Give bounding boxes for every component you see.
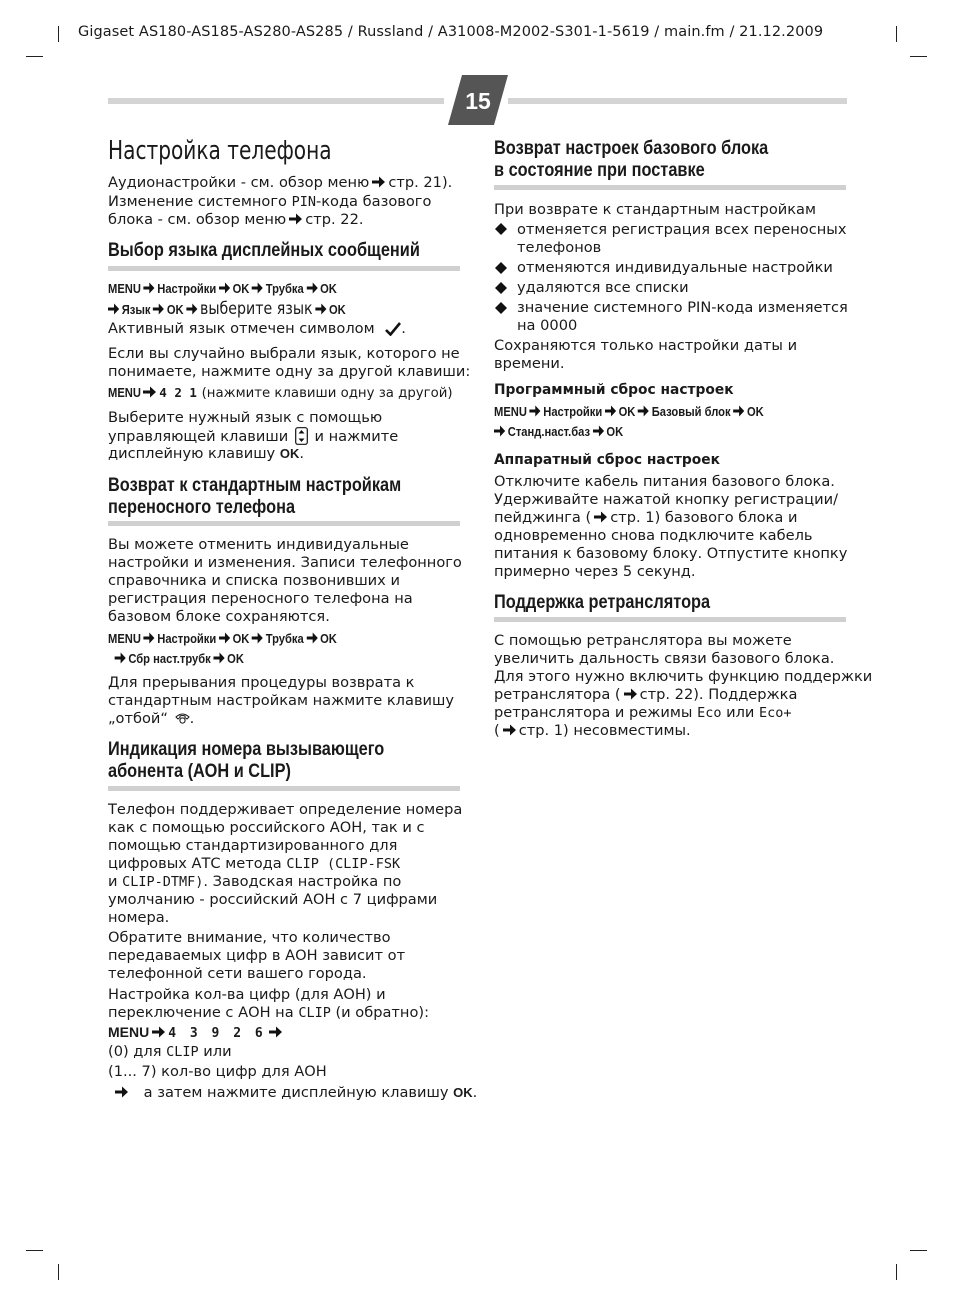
key-sequence: MENU 4 3 9 2 6 — [108, 1023, 285, 1043]
diamond-bullet-icon — [495, 223, 507, 235]
clip-body-line: Обратите внимание, что количество — [108, 929, 391, 946]
bullet-text: на 0000 — [517, 317, 578, 334]
page-title: Настройка телефона — [108, 136, 332, 166]
menu-sequence: Сбр наст.трубк OK — [112, 649, 244, 669]
arrow-icon — [153, 303, 164, 315]
arrow-icon — [213, 652, 224, 664]
arrow-icon — [733, 405, 744, 417]
header-rule-right — [508, 98, 847, 104]
hard-reset-line: одновременно снова подключите кабель — [494, 527, 813, 544]
arrow-icon — [503, 724, 516, 736]
subheading-hard-reset: Аппаратный сброс настроек — [494, 452, 720, 468]
clip-body-line: и CLIP-DTMF). Заводская настройка по — [108, 873, 402, 890]
arrow-icon — [143, 386, 156, 398]
wrong-language-line: понимаете, нажмите одну за другой клавиши: — [108, 363, 471, 380]
menu-sequence: MENU Настройки OK Трубка OK — [108, 281, 337, 296]
crop-mark — [58, 1264, 59, 1280]
diamond-bullet-icon — [495, 302, 507, 314]
arrow-icon — [144, 632, 155, 644]
clip-body-line: номера. — [108, 909, 170, 926]
crop-mark — [896, 1264, 897, 1280]
reset-body-line: справочника и списка позвонивших и — [108, 572, 400, 589]
hard-reset-line: питания к базовому блоку. Отпустите кнопку — [494, 545, 848, 562]
arrow-icon — [624, 688, 637, 700]
hard-reset-line: примерно через 5 секунд. — [494, 563, 696, 580]
section-heading-reset-handset: переносного телефона — [108, 497, 296, 518]
crop-mark — [26, 1250, 43, 1251]
bullet-text: значение системного PIN-кода изменяется — [517, 299, 848, 316]
arrow-icon — [115, 652, 126, 664]
header-rule-left — [108, 98, 444, 104]
menu-sequence: MENU Настройки OK Базовый блок OK — [494, 404, 764, 419]
select-language-line: Выберите нужный язык с помощью — [108, 409, 383, 426]
arrow-icon — [530, 405, 541, 417]
select-language-line: управляющей клавиши и нажмите — [108, 428, 399, 445]
arrow-icon — [108, 303, 119, 315]
bullet-text: отменяются индивидуальные настройки — [517, 259, 833, 276]
clip-option: (0) для CLIP или — [108, 1043, 232, 1060]
clip-final-step: а затем нажмите дисплейную клавишу OK. — [112, 1084, 477, 1102]
clip-body-line: переключение с АОН на CLIP (и обратно): — [108, 1004, 430, 1021]
section-heading-reset-handset: Возврат к стандартным настройкам — [108, 475, 402, 496]
subheading-soft-reset: Программный сброс настроек — [494, 382, 734, 398]
running-header: Gigaset AS180-AS185-AS280-AS285 / Russland / A31008-M2002-S301-1-5619 / main.fm / 21.12.2009 — [78, 24, 824, 40]
crop-mark — [910, 1250, 927, 1251]
clip-body-line: цифровых АТС метода CLIP (CLIP-FSK — [108, 855, 401, 872]
arrow-icon — [638, 405, 649, 417]
bullet-text: отменяется регистрация всех переносных — [517, 221, 847, 238]
arrow-icon — [494, 425, 505, 437]
diamond-bullet-icon — [495, 262, 507, 274]
cancel-line: стандартным настройкам нажмите клавишу — [108, 692, 455, 709]
arrow-icon — [306, 282, 317, 294]
arrow-icon — [152, 1026, 165, 1038]
clip-body-line: передаваемых цифр в АОН зависит от — [108, 947, 406, 964]
arrow-icon — [252, 632, 263, 644]
clip-body-line: телефонной сети вашего города. — [108, 965, 367, 982]
clip-body-line: Телефон поддерживает определение номера — [108, 801, 463, 818]
reset-body-line: Вы можете отменить индивидуальные — [108, 536, 409, 553]
clip-body-line: умолчанию - российский АОН с 7 цифрами — [108, 891, 438, 908]
arrow-icon — [605, 405, 616, 417]
intro-line-3: блока - см. обзор меню стр. 22. — [108, 211, 364, 228]
heading-rule — [494, 617, 846, 622]
clip-body-line: помощью стандартизированного для — [108, 837, 398, 854]
page-number: 15 — [465, 88, 491, 114]
reset-body-line: настройки и изменения. Записи телефонного — [108, 554, 462, 571]
arrow-icon — [186, 303, 197, 315]
arrow-icon — [306, 632, 317, 644]
section-heading-caller-id: абонента (АОН и CLIP) — [108, 761, 291, 782]
clip-option: (1... 7) кол-во цифр для АОН — [108, 1063, 327, 1080]
clip-body-line: Настройка кол-ва цифр (для АОН) и — [108, 986, 386, 1003]
section-heading-base-reset: в состояние при поставке — [494, 160, 705, 181]
kept-line: времени. — [494, 355, 565, 372]
menu-sequence: Язык OK выберите язык OK — [108, 299, 346, 320]
heading-rule — [108, 786, 460, 791]
heading-rule — [108, 266, 460, 271]
crop-mark — [26, 56, 43, 57]
repeater-line: ( стр. 1) несовместимы. — [494, 722, 691, 739]
checkmark-icon — [385, 322, 401, 336]
bullet-text: телефонов — [517, 239, 602, 256]
arrow-icon — [593, 425, 604, 437]
end-call-icon — [175, 712, 190, 724]
intro-line-2: Изменение системного PIN-кода базового — [108, 193, 432, 210]
arrow-icon — [269, 1026, 282, 1038]
repeater-line: увеличить дальность связи базового блока. — [494, 650, 835, 667]
section-heading-caller-id: Индикация номера вызывающего — [108, 739, 385, 760]
bullet-text: удаляются все списки — [517, 279, 689, 296]
repeater-line: Для этого нужно включить функцию поддержки — [494, 668, 873, 685]
arrow-icon — [219, 632, 230, 644]
arrow-icon — [144, 282, 155, 294]
repeater-line: С помощью ретранслятора вы можете — [494, 632, 792, 649]
repeater-line: ретранслятора и режимы Eco или Eco+ — [494, 704, 792, 721]
arrow-icon — [594, 511, 607, 523]
arrow-icon — [289, 213, 302, 225]
section-heading-base-reset: Возврат настроек базового блока — [494, 138, 769, 159]
heading-rule — [494, 185, 846, 190]
arrow-icon — [219, 282, 230, 294]
base-reset-lead: При возврате к стандартным настройкам — [494, 201, 817, 218]
crop-mark — [910, 56, 927, 57]
section-heading-language: Выбор языка дисплейных сообщений — [108, 240, 420, 261]
hard-reset-line: Отключите кабель питания базового блока. — [494, 473, 835, 490]
wrong-language-line: Если вы случайно выбрали язык, которого не — [108, 345, 460, 362]
repeater-line: ретранслятора ( стр. 22). Поддержка — [494, 686, 798, 703]
key-sequence: MENU 4 2 1 (нажмите клавиши одну за другой) — [108, 385, 453, 401]
diamond-bullet-icon — [495, 282, 507, 294]
arrow-icon — [252, 282, 263, 294]
active-language-note: Активный язык отмечен символом . — [108, 320, 406, 337]
reset-body-line: базовом блоке сохраняются. — [108, 608, 330, 625]
arrow-icon — [115, 1086, 128, 1098]
section-heading-repeater: Поддержка ретранслятора — [494, 592, 711, 613]
menu-sequence: MENU Настройки OK Трубка OK — [108, 631, 337, 646]
clip-body-line: как с помощью российского АОН, так и с — [108, 819, 425, 836]
select-language-line: дисплейную клавишу OK. — [108, 445, 304, 462]
crop-mark — [896, 26, 897, 42]
reset-body-line: регистрация переносного телефона на — [108, 590, 413, 607]
menu-sequence: Станд.наст.баз OK — [494, 422, 623, 442]
intro-line-1: Аудионастройки - см. обзор меню стр. 21). — [108, 174, 453, 191]
hard-reset-line: Удерживайте нажатой кнопку регистрации/ — [494, 491, 838, 508]
hard-reset-line: пейджинга ( стр. 1) базового блока и — [494, 509, 798, 526]
crop-mark — [58, 26, 59, 42]
cancel-line: Для прерывания процедуры возврата к — [108, 674, 415, 691]
cancel-line: „отбой“ . — [108, 710, 195, 727]
nav-key-icon — [295, 427, 308, 445]
kept-line: Сохраняются только настройки даты и — [494, 337, 798, 354]
heading-rule — [108, 521, 460, 526]
arrow-icon — [315, 303, 326, 315]
arrow-icon — [372, 176, 385, 188]
